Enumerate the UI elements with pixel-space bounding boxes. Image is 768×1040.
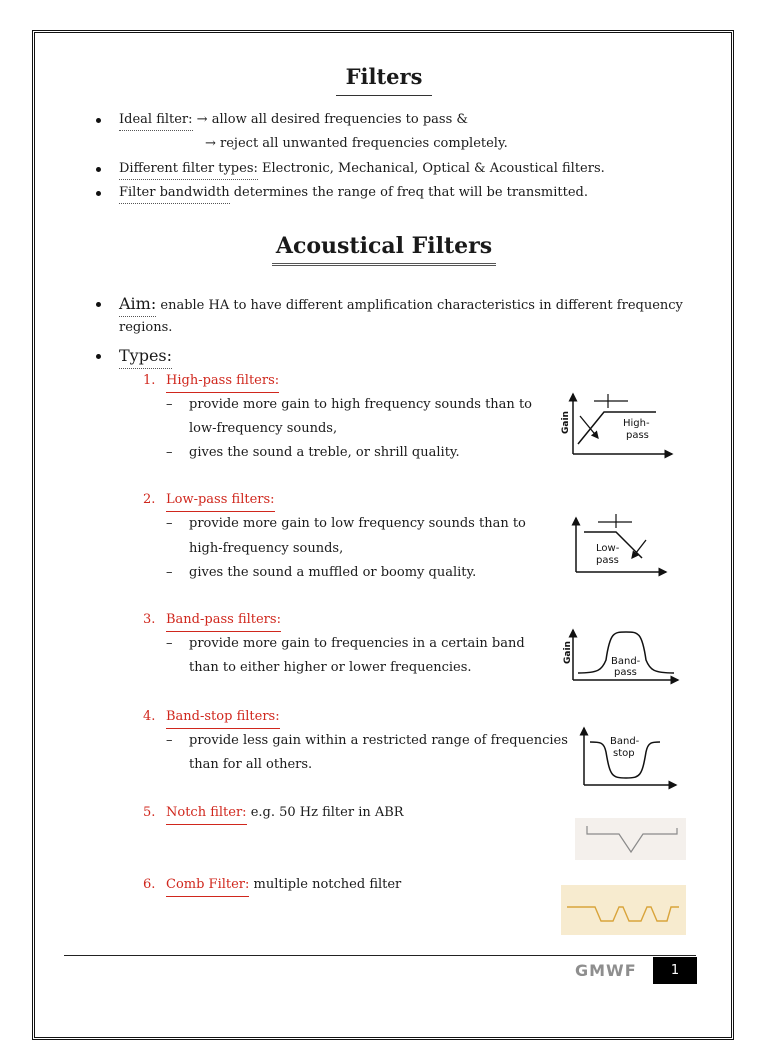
- aim-label: Aim:: [119, 294, 156, 317]
- aim-text2: regions.: [119, 320, 173, 335]
- filter-5-line: [166, 805, 404, 820]
- filter-5-number: 5.: [143, 805, 156, 820]
- filter-6-name: Comb Filter:: [166, 877, 249, 897]
- dash: –: [166, 445, 173, 460]
- filter-6-line: [166, 877, 401, 892]
- page-title: Filters: [0, 64, 768, 89]
- dash: –: [166, 565, 173, 580]
- filter-1-line2: low-frequency sounds,: [189, 421, 338, 436]
- filter-3-line2: than to either higher or lower frequencies.: [189, 660, 472, 675]
- filter-1-number: 1.: [143, 373, 156, 388]
- dash: –: [166, 636, 173, 651]
- svg-text:pass: pass: [626, 430, 649, 441]
- section-title: Acoustical Filters: [0, 233, 768, 259]
- filter-4-number: 4.: [143, 709, 156, 724]
- svg-text:Gain: Gain: [561, 411, 571, 434]
- bandpass-diagram: [556, 626, 682, 688]
- ideal-filter-label: Ideal filter:: [119, 112, 193, 131]
- filter-4-line1: provide less gain within a restricted range of frequencies: [189, 733, 568, 748]
- svg-text:stop: stop: [613, 748, 635, 759]
- svg-text:pass: pass: [596, 555, 619, 566]
- bandwidth-label: Filter bandwidth: [119, 185, 230, 204]
- svg-text:Gain: Gain: [563, 641, 573, 664]
- svg-text:High-: High-: [623, 418, 650, 429]
- svg-text:Band-: Band-: [611, 656, 641, 667]
- bandwidth-text: determines the range of freq that will be transmitted.: [233, 185, 588, 200]
- bullet: [96, 118, 101, 123]
- aim-text1: enable HA to have different amplification characteristics in different frequency: [160, 298, 683, 313]
- filter-6-text: multiple notched filter: [253, 877, 402, 892]
- types-heading: Types:: [119, 346, 172, 365]
- filter-2-line2: high-frequency sounds,: [189, 541, 344, 556]
- bullet: [96, 354, 101, 359]
- filter-6-number: 6.: [143, 877, 156, 892]
- footer-brand: GMWF: [575, 961, 637, 980]
- filter-2-line3: gives the sound a muffled or boomy quality.: [189, 565, 477, 580]
- filter-5-text: e.g. 50 Hz filter in ABR: [250, 805, 404, 820]
- comb-filter-image: [561, 885, 686, 935]
- ideal-filter-text1: → allow all desired frequencies to pass &: [196, 112, 468, 127]
- highpass-diagram: [556, 386, 686, 462]
- dash: –: [166, 516, 173, 531]
- filter-4-line2: than for all others.: [189, 757, 313, 772]
- ideal-filter-line: [119, 112, 468, 127]
- bullet: [96, 191, 101, 196]
- svg-text:Band-: Band-: [610, 736, 640, 747]
- ideal-filter-text2: → reject all unwanted frequencies completely.: [205, 136, 508, 151]
- dash: –: [166, 397, 173, 412]
- bandwidth-line: [119, 185, 588, 200]
- filter-5-name: Notch filter:: [166, 805, 247, 825]
- filter-types-label: Different filter types:: [119, 161, 258, 180]
- dash: –: [166, 733, 173, 748]
- filter-types-line: [119, 161, 605, 176]
- filter-types-text: Electronic, Mechanical, Optical & Acoustical filters.: [262, 161, 605, 176]
- bullet: [96, 302, 101, 307]
- filter-3-number: 3.: [143, 612, 156, 627]
- filter-2-line1: provide more gain to low frequency sounds than to: [189, 516, 526, 531]
- filter-2-name: Low-pass filters:: [166, 492, 275, 507]
- filter-1-line3: gives the sound a treble, or shrill quality.: [189, 445, 460, 460]
- bandstop-diagram: [576, 722, 682, 792]
- filter-1-name: High-pass filters:: [166, 373, 279, 388]
- bullet: [96, 167, 101, 172]
- svg-text:pass: pass: [614, 667, 637, 678]
- filter-1-line1: provide more gain to high frequency sounds than to: [189, 397, 532, 412]
- lowpass-diagram: [566, 510, 672, 580]
- filter-3-name: Band-pass filters:: [166, 612, 281, 627]
- notch-filter-image: [575, 818, 686, 860]
- filter-4-name: Band-stop filters:: [166, 709, 280, 724]
- aim-line: [119, 294, 683, 313]
- page-number: 1: [653, 957, 697, 984]
- svg-text:Low-: Low-: [596, 543, 620, 554]
- filter-3-line1: provide more gain to frequencies in a certain band: [189, 636, 525, 651]
- footer-divider: [64, 955, 696, 956]
- filter-2-number: 2.: [143, 492, 156, 507]
